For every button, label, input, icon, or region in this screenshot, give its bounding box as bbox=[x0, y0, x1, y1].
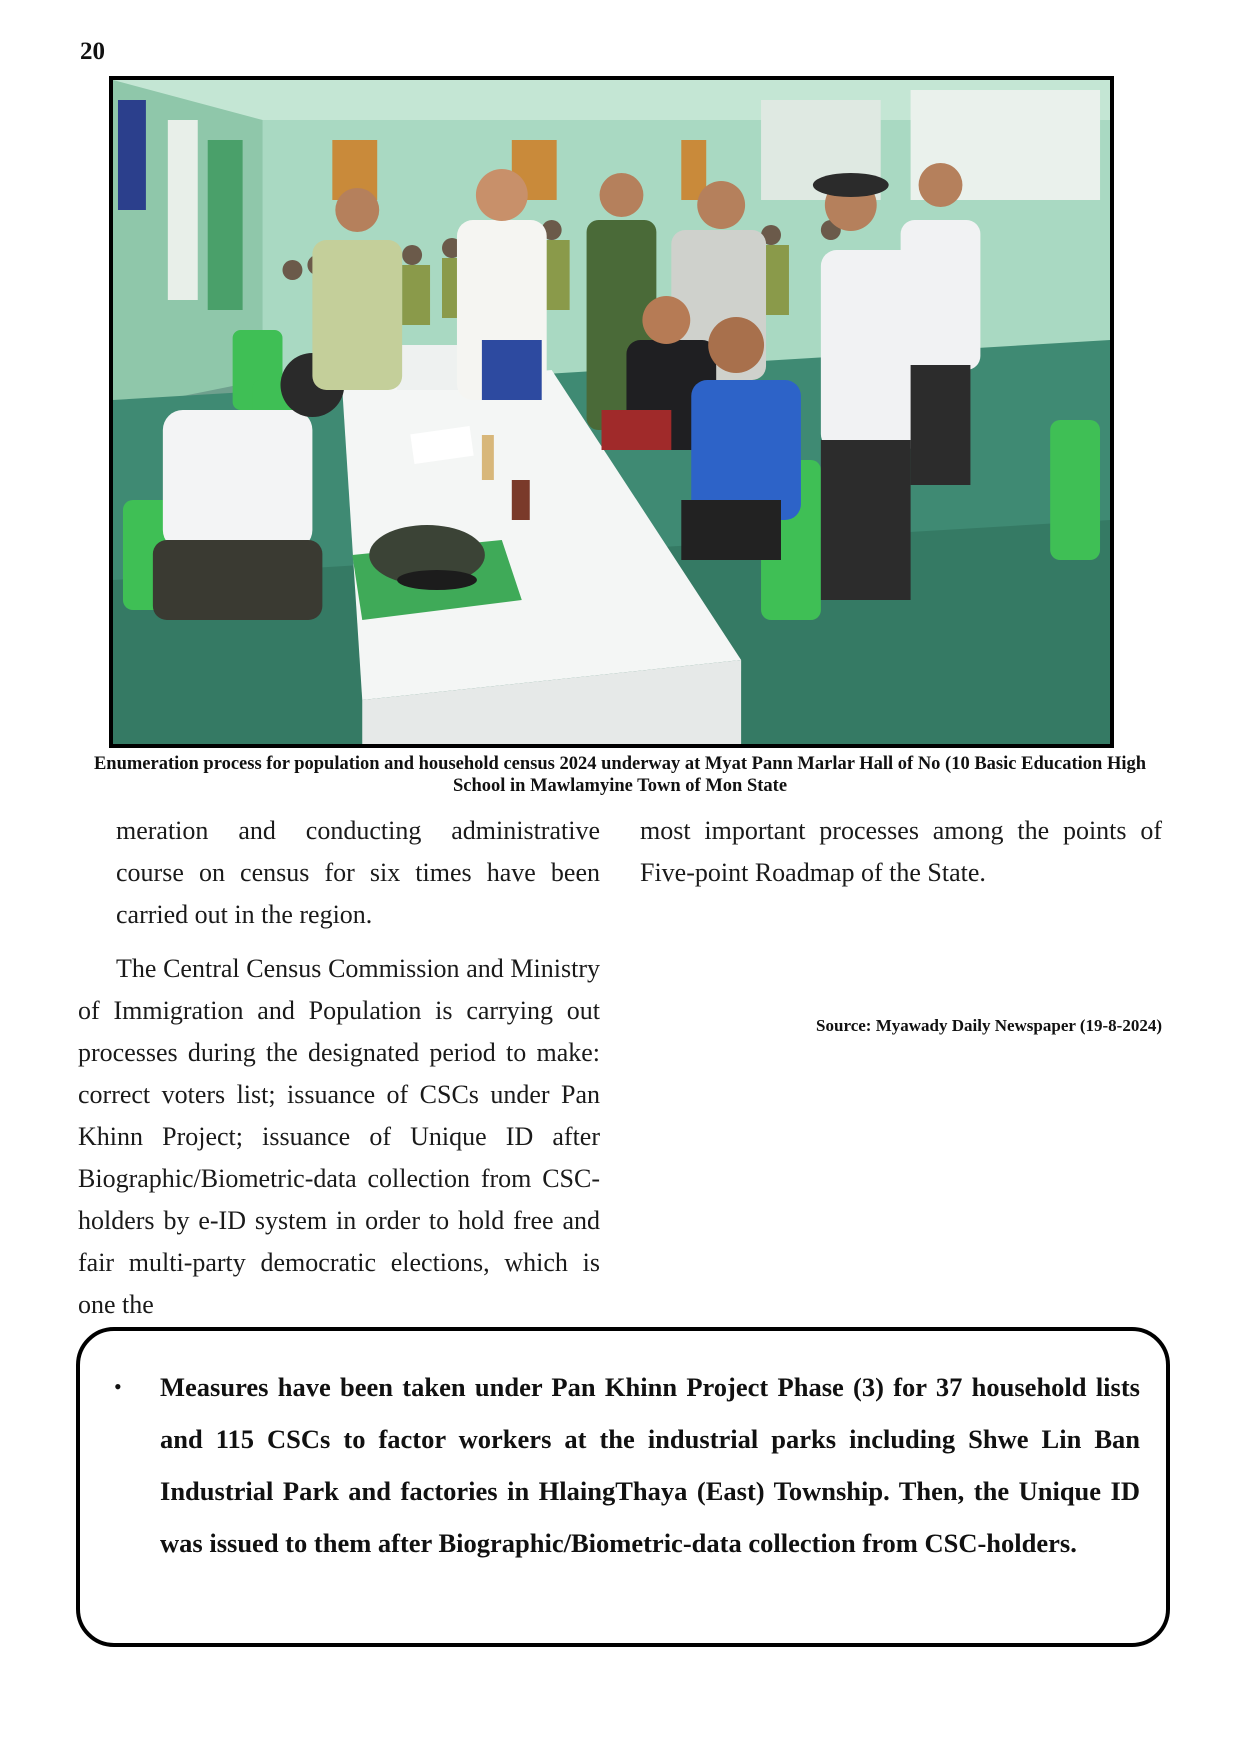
census-photo-illustration bbox=[113, 80, 1110, 744]
page-number: 20 bbox=[80, 38, 105, 65]
highlight-text: Measures have been taken under Pan Khinn Project Phase (3) for 37 household lists and 115 CSCs to factor workers at the industrial parks including Shwe Lin Ban Industrial Park and factories in HlaingThaya (East) Township. Then, the Unique ID was issued to them after Biographic/Biometric-data collection from CSC-holders. bbox=[160, 1372, 1140, 1558]
article-paragraph: meration and conducting administrative course on census for six times have been carried out in the region. bbox=[116, 816, 600, 929]
source-credit: Source: Myawady Daily Newspaper (19-8-2024) bbox=[816, 1016, 1162, 1035]
highlight-item bbox=[114, 1361, 1140, 1569]
photo-caption: Enumeration process for population and household census 2024 underway at Myat Pann Marlar Hall of No (10 Basic Education High School in Mawlamyine Town of Mon State bbox=[93, 754, 1147, 796]
highlight-list bbox=[114, 1361, 1140, 1569]
article-paragraph: The Central Census Commission and Ministry of Immigration and Population is carrying out processes during the designated period to make: correct voters list; issuance of CSCs under Pan Khinn Project; issuance of Unique ID after Biographic/Biometric-data collection from CSC-holders by e-ID system in order to hold free and fair multi-party democratic elections, which is one the bbox=[78, 954, 600, 1319]
bullet-icon: • bbox=[114, 1374, 122, 1399]
article-left-column bbox=[78, 810, 600, 1326]
article-right-column bbox=[640, 810, 1162, 894]
census-photo bbox=[109, 76, 1114, 748]
highlight-box bbox=[76, 1327, 1170, 1647]
article-paragraph: most important processes among the points of Five-point Roadmap of the State. bbox=[640, 816, 1162, 887]
